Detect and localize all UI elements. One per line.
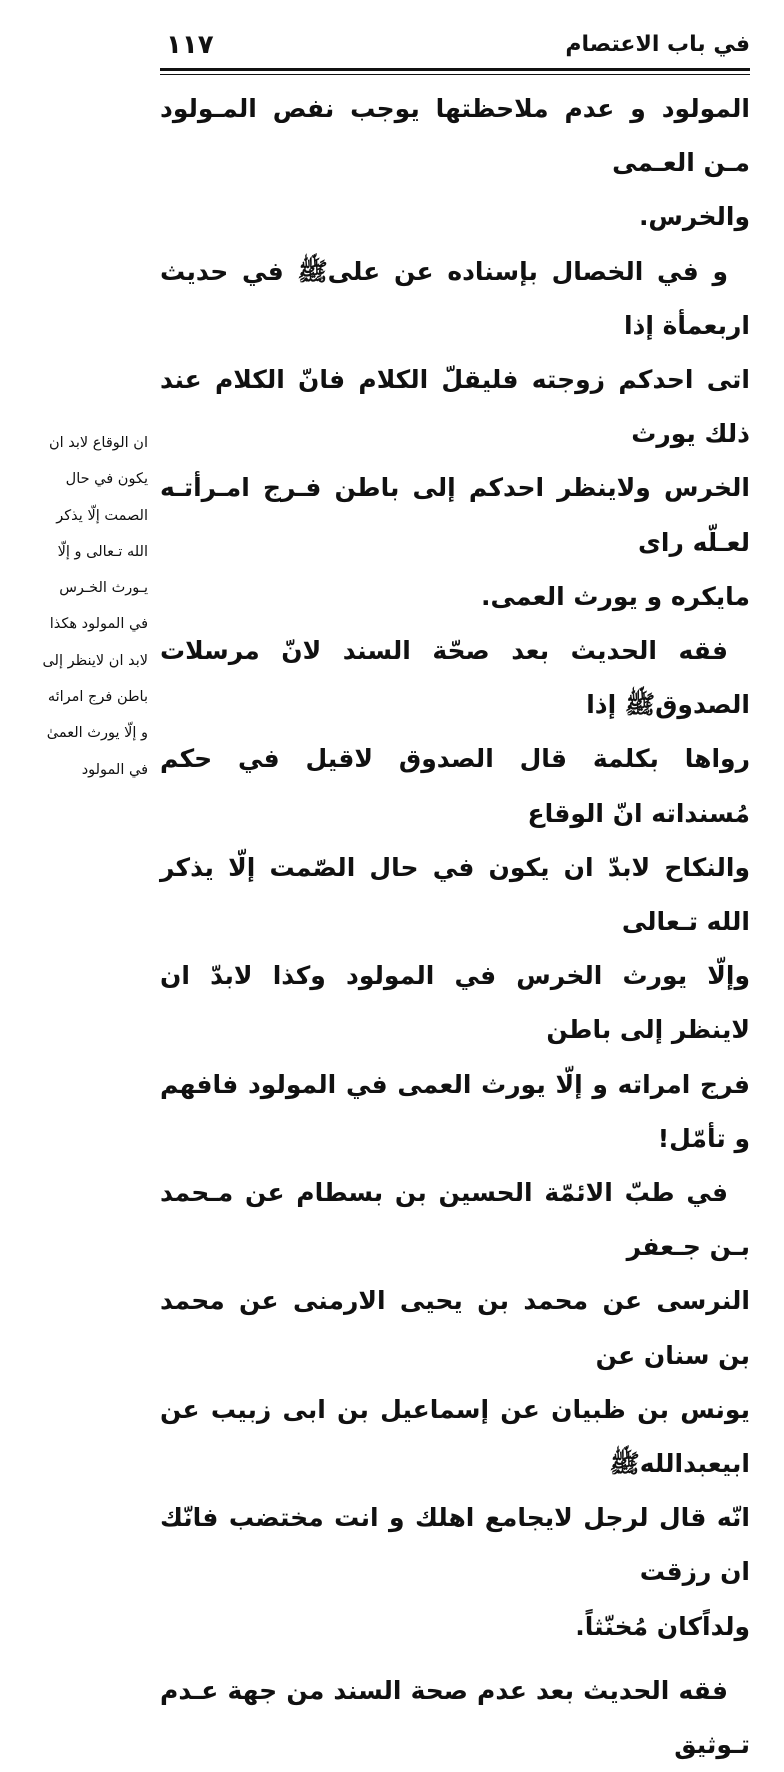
text-line: وإلّا يورث الخرس في المولود وكذا لابدّ ان لاينظر إلى باطن — [160, 961, 750, 1045]
main-text — [160, 82, 750, 1772]
text-line: فقه الحديث بعد صحّة السند لانّ مرسلات الصدوقﷺ إذا — [160, 636, 750, 720]
note-line: في المولود — [81, 761, 148, 778]
note-line: ان الوقاع لابد ان — [48, 435, 148, 451]
note-line: و إلّا يورث العمىٰ — [46, 725, 148, 742]
text-line: الخرس ولاينظر احدكم إلى باطن فـرج امـرأتـه لعـلّه راى — [160, 473, 750, 557]
page-number: ١١٧ — [166, 30, 214, 60]
note-line: باطن فرج امرائه — [47, 689, 148, 706]
note-line: الله تـعالى و إلّا — [57, 543, 148, 560]
note-line: يـورث الخـرس — [59, 580, 148, 597]
note-line: الصمت إلّا يذكر — [56, 507, 148, 524]
text-line: اتى احدكم زوجته فليقلّ الكلام فانّ الكلام عند ذلك يورث — [160, 365, 750, 449]
text-line: رواها بكلمة قال الصدوق لاقيل في حكم مُسنداته انّ الوقاع — [160, 744, 750, 828]
text-line: انّه قال لرجل لايجامع اهلك و انت مختضب فانّك ان رزقت — [160, 1503, 750, 1587]
note-line: لابد ان لاينظر إلى — [42, 652, 148, 669]
text-line: و في الخصال بإسناده عن علىﷺ في حديث اربعمأة إذا — [160, 256, 750, 340]
text-line: مايكره و يورث العمى. — [481, 581, 750, 611]
text-line: والخرس. — [638, 202, 750, 232]
paragraph — [160, 624, 750, 1166]
text-line: يونس بن ظبيان عن إسماعيل بن ابى زبيب عن ابيعبداللهﷺ — [160, 1394, 750, 1479]
note-line: يكون في حال — [65, 471, 148, 488]
text-line: والنكاح لابدّ ان يكون في حال الصّمت إلّا يذكر الله تـعالى — [160, 852, 750, 937]
paragraph — [160, 1664, 750, 1772]
running-title: في باب الاعتصام — [565, 32, 750, 57]
paragraph — [160, 1166, 750, 1654]
text-line: في طبّ الائمّة الحسين بن بسطام عن مـحمد بـن جـعفر — [160, 1178, 750, 1262]
text-line: ولداًكان مُخنّثاً. — [575, 1611, 750, 1641]
paragraph — [160, 245, 750, 624]
text-line: النرسى عن محمد بن يحيى الارمنى عن محمد بن سنان عن — [160, 1286, 750, 1370]
header-rule-thick — [160, 68, 750, 71]
text-line: فرج امراته و إلّا يورث العمى في المولود فافهم و تأمّل! — [160, 1069, 750, 1153]
header-rule-thin — [160, 74, 750, 75]
margin-note — [22, 425, 148, 788]
text-line: فقه الحديث بعد عدم صحة السند من جهة عـدم تـوثيق — [160, 1675, 750, 1760]
page-header — [160, 30, 750, 66]
note-line: في المولود هكذا — [49, 616, 148, 633]
text-line: المولود و عدم ملاحظتها يوجب نفص المـولود مـن العـمى — [160, 94, 750, 178]
paragraph — [160, 82, 750, 245]
